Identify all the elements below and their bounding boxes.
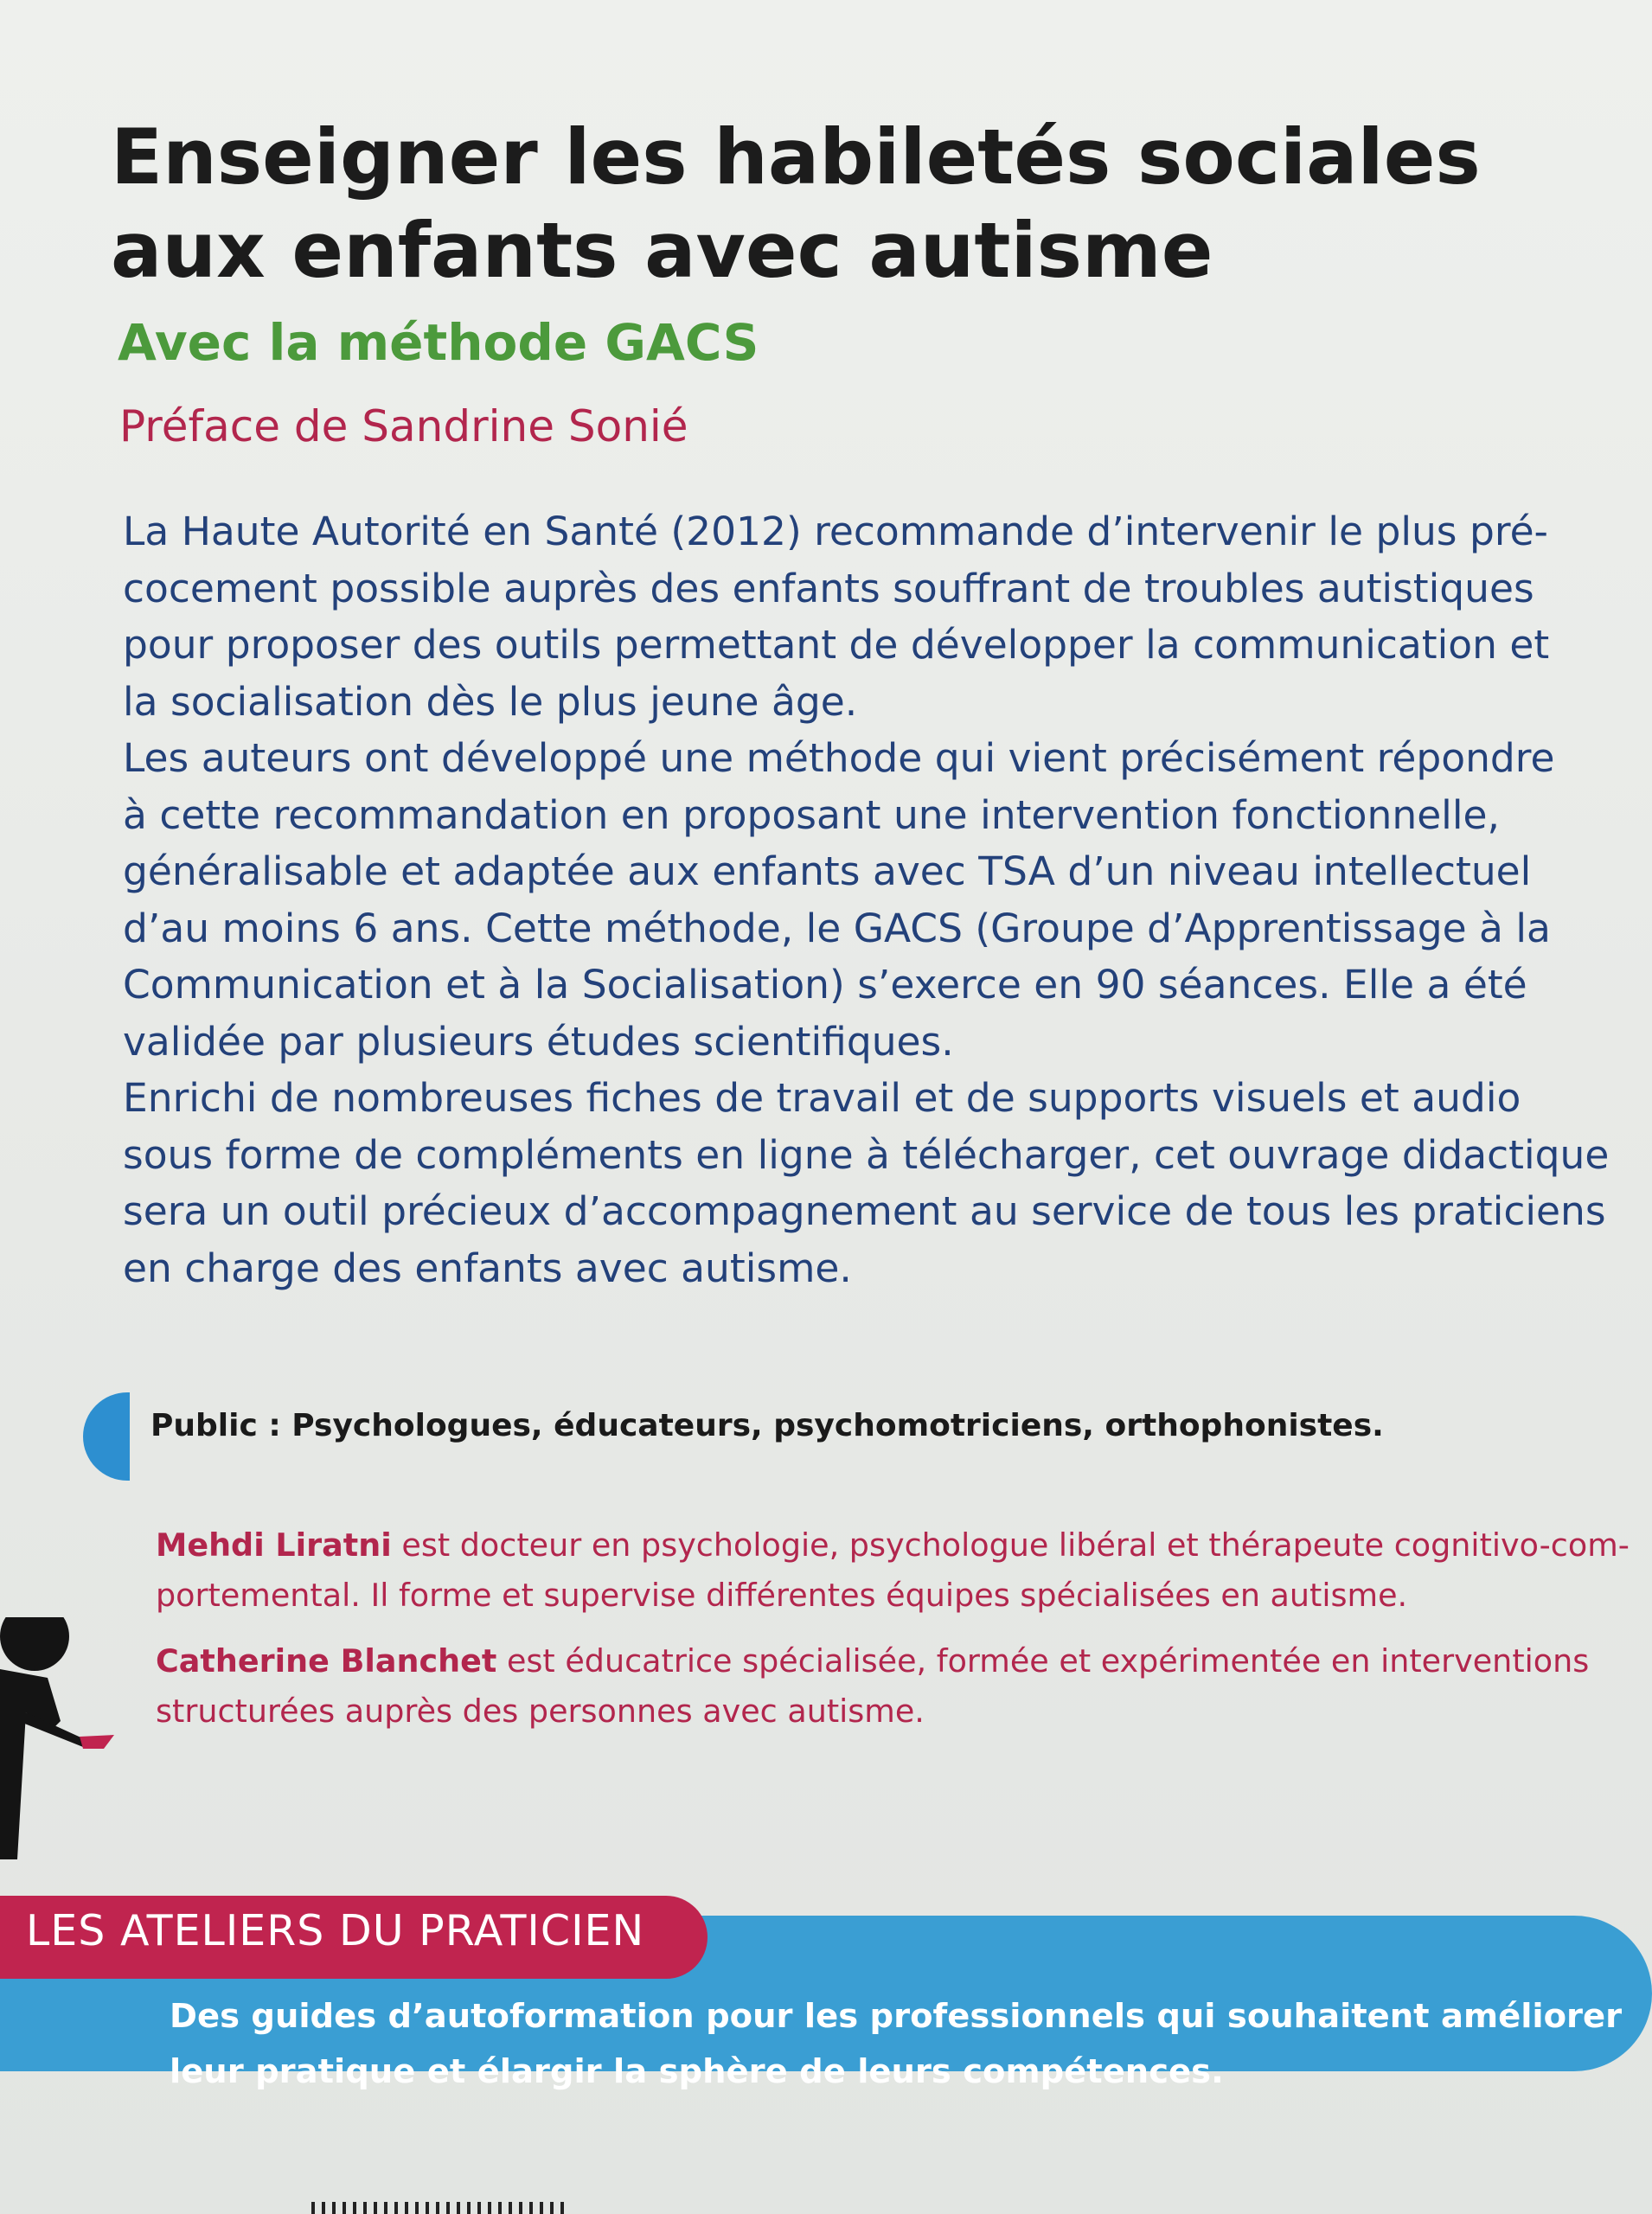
collection-description-line: Des guides d’autoformation pour les professionnels qui souhaitent améliorer [170,1997,1623,2036]
summary-line: la socialisation dès le plus jeune âge. [123,678,858,725]
summary-line: d’au moins 6 ans. Cette méthode, le GACS (Groupe d’Apprentissage à la [123,905,1551,951]
author-bio-line [156,1520,1630,1571]
collection-description-line: leur pratique et élargir la sphère de leurs compétences. [170,2052,1224,2091]
summary-line: La Haute Autorité en Santé (2012) recommande d’intervenir le plus pré- [123,509,1548,554]
author-name: Mehdi Liratni [156,1526,392,1564]
summary-line: en charge des enfants avec autisme. [123,1245,852,1291]
summary-line: Communication et à la Socialisation) s’exerce en 90 séances. Elle a été [123,962,1527,1008]
collection-name: LES ATELIERS DU PRATICIEN [26,1906,645,1955]
summary-line: à cette recommandation en proposant une intervention fonctionnelle, [123,791,1500,838]
preface-credit: Préface de Sandrine Sonié [119,401,688,451]
book-title [111,111,1495,298]
author-bio-line [156,1636,1590,1686]
summary-line: validée par plusieurs études scientifiques. [123,1018,954,1065]
person-silhouette-icon [0,1617,121,1859]
author-bio-text: est docteur en psychologie, psychologue libéral et thérapeute cognitivo-com- [391,1526,1630,1564]
author-bio-line: portemental. Il forme et supervise différentes équipes spécialisées en autisme. [156,1577,1408,1614]
summary-line: sera un outil précieux d’accompagnement au service de tous les praticiens [123,1188,1606,1234]
audience-text: Public : Psychologues, éducateurs, psychomotriciens, orthophonistes. [150,1408,1384,1443]
barcode-edge [311,2202,571,2214]
author-name: Catherine Blanchet [156,1642,497,1680]
book-subtitle: Avec la méthode GACS [118,313,759,372]
half-circle-marker-icon [83,1392,130,1481]
collection-tab [0,1896,708,1979]
summary-line: Les auteurs ont développé une méthode qui vient précisément répondre [123,735,1555,781]
author-spacer [156,1621,1574,1636]
summary-line: généralisable et adaptée aux enfants avec TSA d’un niveau intellectuel [123,848,1532,894]
author-bio-text: est éducatrice spécialisée, formée et expérimentée en interventions [496,1642,1590,1680]
summary-line: Enrichi de nombreuses fiches de travail et de supports visuels et audio [123,1075,1521,1121]
summary-line: cocement possible auprès des enfants souffrant de troubles autistiques [123,565,1534,611]
collection-description [170,1989,1623,2100]
authors-block [156,1520,1630,1737]
book-title-line-2: aux enfants avec autisme [111,206,1213,295]
author-bio-line: structurées auprès des personnes avec autisme. [156,1692,925,1730]
summary-line: sous forme de compléments en ligne à télécharger, cet ouvrage didactique [123,1131,1610,1178]
book-title-line-1: Enseigner les habiletés sociales [111,112,1481,202]
summary-line: pour proposer des outils permettant de développer la communication et [123,622,1550,668]
summary-text [123,503,1610,1296]
